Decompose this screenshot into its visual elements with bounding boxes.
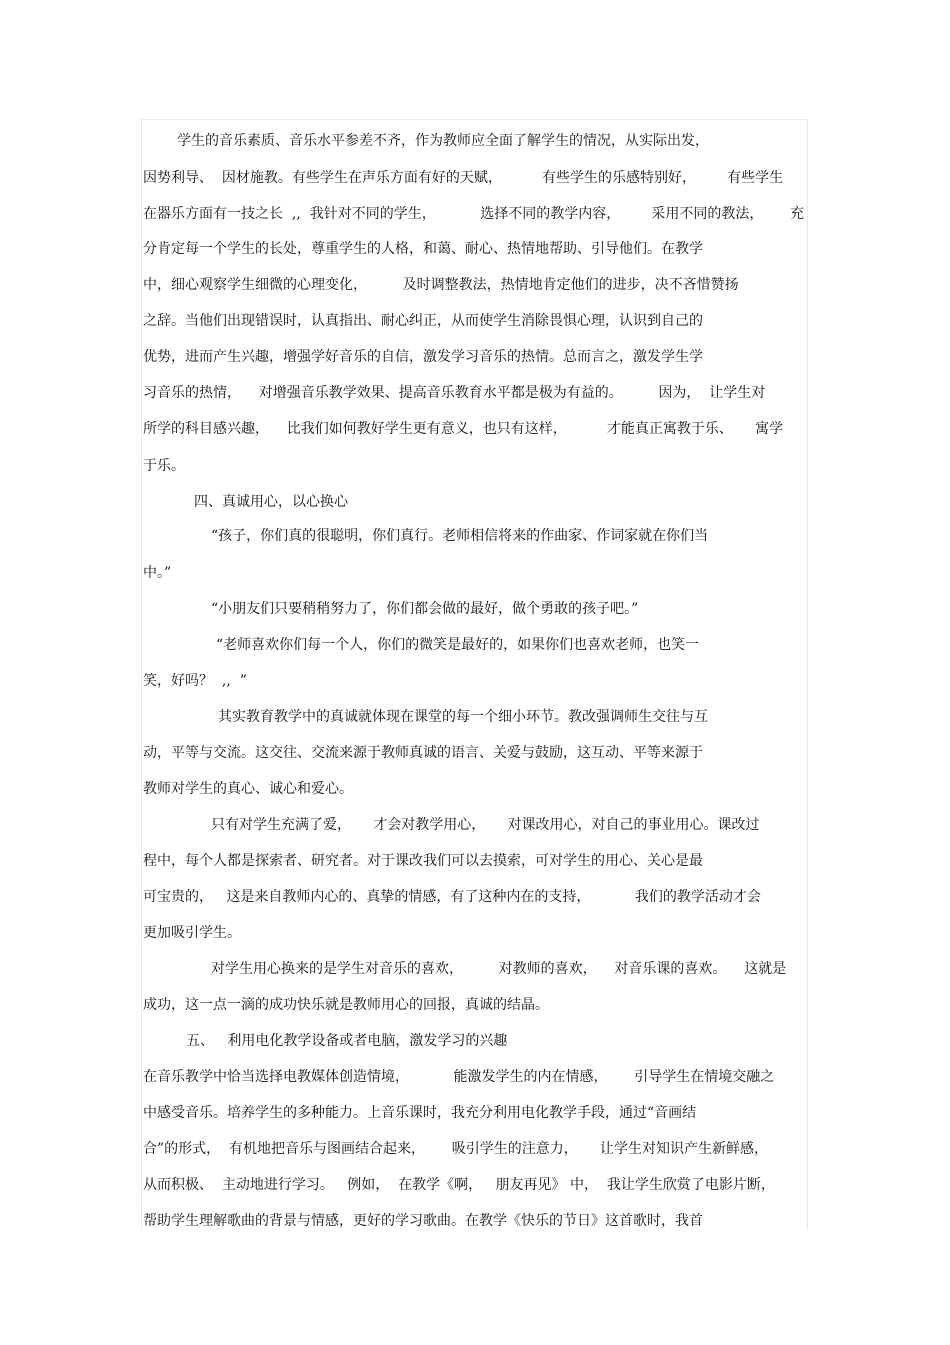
text-line: 对学生用心换来的是学生对音乐的喜欢， 对教师的喜欢， 对音乐课的喜欢。 这就是 xyxy=(211,961,787,977)
text-line: 中。” xyxy=(143,565,172,581)
text-line: 中感受音乐。培养学生的多种能力。上音乐课时，我充分利用电化教学手段，通过“音画结 xyxy=(143,1105,697,1121)
text-line: 所学的科目感兴趣， 比我们如何教好学生更有意义，也只有这样， 才能真正寓教于乐、 寓学 xyxy=(143,421,784,437)
text-line: 只有对学生充满了爱， 才会对教学用心， 对课改用心，对自己的事业用心。课改过 xyxy=(211,817,760,833)
text-line: 之辞。当他们出现错误时，认真指出、耐心纠正，从而使学生消除畏惧心理，认识到自己的 xyxy=(143,313,703,329)
text-line: 成功，这一点一滴的成功快乐就是教师用心的回报，真诚的结晶。 xyxy=(143,997,549,1013)
text-line: 优势，进而产生兴趣，增强学好音乐的自信，激发学习音乐的热情。总而言之，激发学生学 xyxy=(143,349,703,365)
text-line: “老师喜欢你们每一个人，你们的微笑是最好的，如果你们也喜欢老师，也笑一 xyxy=(216,637,700,653)
text-line: 教师对学生的真心、诚心和爱心。 xyxy=(143,781,353,797)
page-top-border xyxy=(141,119,808,120)
text-line: 程中，每个人都是探索者、研究者。对于课改我们可以去摸索，可对学生的用心、关心是最 xyxy=(143,853,703,869)
text-line: 在音乐教学中恰当选择电教媒体创造情境， 能激发学生的内在情感， 引导学生在情境交融之 xyxy=(143,1069,775,1085)
text-line: 动，平等与交流。这交往、交流来源于教师真诚的语言、关爱与鼓励，这互动、平等来源于 xyxy=(143,745,703,761)
text-line: 从而积极、 主动地进行学习。 例如， 在教学《啊， 朋友再见》 中， 我让学生欣赏了电影片断， xyxy=(143,1177,775,1193)
section-heading: 四、真诚用心，以心换心 xyxy=(194,494,348,510)
text-line: 合”的形式， 有机地把音乐与图画结合起来， 吸引学生的注意力， 让学生对知识产生新鲜感， xyxy=(143,1141,769,1157)
text-line: “小朋友们只要稍稍努力了，你们都会做的最好，做个勇敢的孩子吧。” xyxy=(211,601,639,617)
text-line: 帮助学生理解歌曲的背景与情感，更好的学习歌曲。在教学《快乐的节日》这首歌时，我首 xyxy=(143,1213,703,1229)
text-line: 笑，好吗？ ,, ” xyxy=(143,673,247,689)
text-line: 可宝贵的， 这是来自教师内心的、真挚的情感，有了这种内在的支持， 我们的教学活动才会 xyxy=(143,889,761,905)
text-line: 其实教育教学中的真诚就体现在课堂的每一个细小环节。教改强调师生交往与互 xyxy=(218,709,708,725)
text-line: 学生的音乐素质、音乐水平参差不齐，作为教师应全面了解学生的情况，从实际出发， xyxy=(177,133,709,149)
text-line: 于乐。 xyxy=(143,458,185,474)
section-heading: 五、 利用电化教学设备或者电脑，激发学习的兴趣 xyxy=(186,1033,508,1049)
text-line: 中，细心观察学生细微的心理变化， 及时调整教法，热情地肯定他们的进步，决不吝惜赞扬 xyxy=(143,277,739,293)
text-line: 分肯定每一个学生的长处，尊重学生的人格，和蔼、耐心、热情地帮助、引导他们。在教学 xyxy=(143,241,703,257)
text-line: 因势利导、 因材施教。有些学生在声乐方面有好的天赋， 有些学生的乐感特别好， 有些学生 xyxy=(143,170,784,186)
text-line: 在器乐方面有一技之长 ,, 我针对不同的学生， 选择不同的教学内容， 采用不同的教法， 充 xyxy=(143,206,805,222)
text-line: “孩子，你们真的很聪明，你们真行。老师相信将来的作曲家、作词家就在你们当 xyxy=(211,528,709,544)
text-line: 更加吸引学生。 xyxy=(143,925,241,941)
text-line: 习音乐的热情， 对增强音乐教学效果、提高音乐教育水平都是极为有益的。 因为， 让学生对 xyxy=(143,385,766,401)
